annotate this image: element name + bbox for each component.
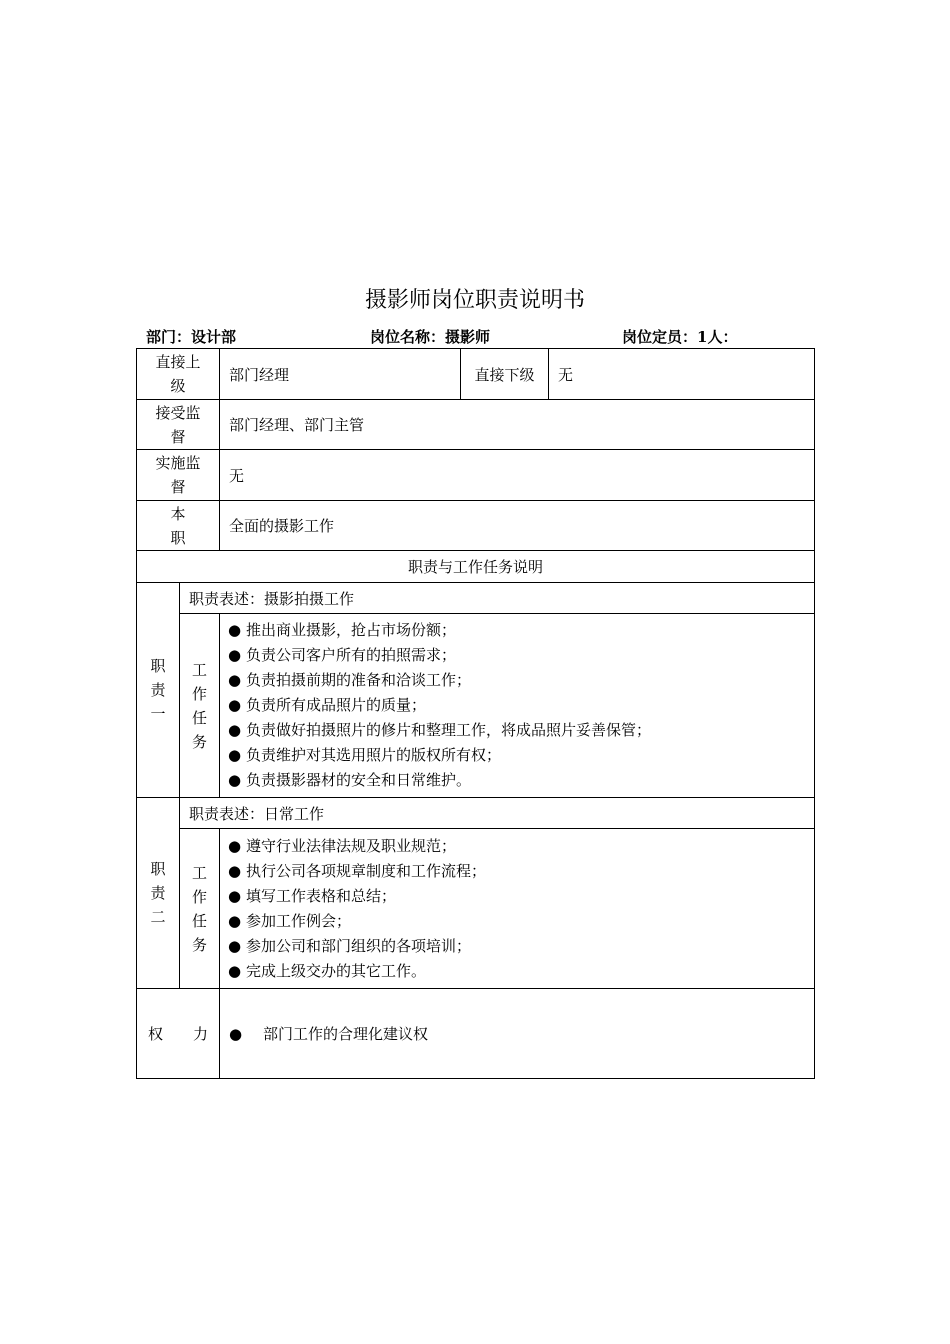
list-item: ● 负责维护对其选用照片的版权所有权； bbox=[228, 743, 814, 768]
authority-list bbox=[220, 989, 815, 1079]
position-label: 岗位名称： bbox=[370, 328, 446, 346]
page-title: 摄影师岗位职责说明书 bbox=[364, 288, 585, 313]
duty-one-tasks-label: 工 作 任 务 bbox=[180, 614, 220, 798]
bullet-icon: ● bbox=[228, 746, 242, 764]
bullet-icon: ● bbox=[229, 1025, 243, 1043]
bullet-icon: ● bbox=[228, 911, 242, 930]
bullet-icon: ● bbox=[228, 861, 242, 880]
bullet-icon: ● bbox=[228, 936, 242, 955]
bullet-icon: ● bbox=[228, 771, 242, 789]
supervised-by-label: 接受监 督 bbox=[137, 400, 220, 450]
headcount-value: 1人： bbox=[697, 328, 738, 346]
duty-one-label: 职 责 一 bbox=[137, 583, 180, 798]
list-item: ● 负责所有成品照片的质量； bbox=[228, 693, 814, 718]
department-label: 部门： bbox=[146, 328, 192, 346]
section-header-row bbox=[137, 551, 815, 583]
subordinate-label: 直接下级 bbox=[461, 349, 549, 400]
duty-two-label: 职 责 二 bbox=[137, 798, 180, 989]
section-header: 职责与工作任务说明 bbox=[137, 551, 815, 583]
duty-two-tasks-row bbox=[137, 829, 815, 989]
department-field bbox=[146, 326, 236, 347]
superior-value: 部门经理 bbox=[220, 349, 461, 400]
supervised-by-value: 部门经理、部门主管 bbox=[220, 400, 815, 450]
list-item: ● 参加工作例会； bbox=[228, 909, 814, 934]
duty-one-description-row bbox=[137, 583, 815, 614]
supervises-value: 无 bbox=[220, 450, 815, 501]
duty-two-description-row bbox=[137, 798, 815, 829]
list-item: ● 负责做好拍摄照片的修片和整理工作，将成品照片妥善保管； bbox=[228, 718, 814, 743]
duty-one-description: 职责表述：摄影拍摄工作 bbox=[180, 583, 815, 614]
supervises-label: 实施监 督 bbox=[137, 450, 220, 501]
supervised-by-row bbox=[137, 400, 815, 450]
superior-row bbox=[137, 349, 815, 400]
responsibility-table bbox=[136, 348, 815, 1079]
authority-label: 权 力 bbox=[137, 989, 220, 1079]
list-item: ● 参加公司和部门组织的各项培训； bbox=[228, 934, 814, 959]
position-field bbox=[370, 326, 490, 347]
bullet-icon: ● bbox=[228, 886, 242, 905]
list-item: ● 遵守行业法律法规及职业规范； bbox=[228, 834, 814, 859]
bullet-icon: ● bbox=[228, 621, 242, 639]
duty-two-description: 职责表述：日常工作 bbox=[180, 798, 815, 829]
duty-one-task-list bbox=[220, 614, 815, 798]
list-item: ● 部门工作的合理化建议权 bbox=[229, 1025, 429, 1043]
department-value: 设计部 bbox=[191, 328, 237, 346]
headcount-label: 岗位定员： bbox=[622, 328, 698, 346]
duty-one-tasks-row bbox=[137, 614, 815, 798]
bullet-icon: ● bbox=[228, 696, 242, 714]
headcount-field bbox=[622, 326, 737, 347]
duty-two-task-list bbox=[220, 829, 815, 989]
bullet-icon: ● bbox=[228, 721, 242, 739]
list-item: ● 负责摄影器材的安全和日常维护。 bbox=[228, 768, 814, 793]
core-duty-row bbox=[137, 501, 815, 551]
bullet-icon: ● bbox=[228, 836, 242, 855]
list-item: ● 负责公司客户所有的拍照需求； bbox=[228, 643, 814, 668]
subordinate-value: 无 bbox=[549, 349, 815, 400]
list-item: ● 执行公司各项规章制度和工作流程； bbox=[228, 859, 814, 884]
authority-row bbox=[137, 989, 815, 1079]
core-duty-label: 本 职 bbox=[137, 501, 220, 551]
supervises-row bbox=[137, 450, 815, 501]
list-item: ● 填写工作表格和总结； bbox=[228, 884, 814, 909]
list-item: ● 负责拍摄前期的准备和洽谈工作； bbox=[228, 668, 814, 693]
bullet-icon: ● bbox=[228, 961, 242, 980]
duty-two-tasks-label: 工 作 任 务 bbox=[180, 829, 220, 989]
superior-label: 直接上 级 bbox=[137, 349, 220, 400]
position-value: 摄影师 bbox=[445, 328, 491, 346]
bullet-icon: ● bbox=[228, 671, 242, 689]
core-duty-value: 全面的摄影工作 bbox=[220, 501, 815, 551]
bullet-icon: ● bbox=[228, 646, 242, 664]
list-item: ● 完成上级交办的其它工作。 bbox=[228, 959, 814, 984]
list-item: ● 推出商业摄影，抢占市场份额； bbox=[228, 618, 814, 643]
